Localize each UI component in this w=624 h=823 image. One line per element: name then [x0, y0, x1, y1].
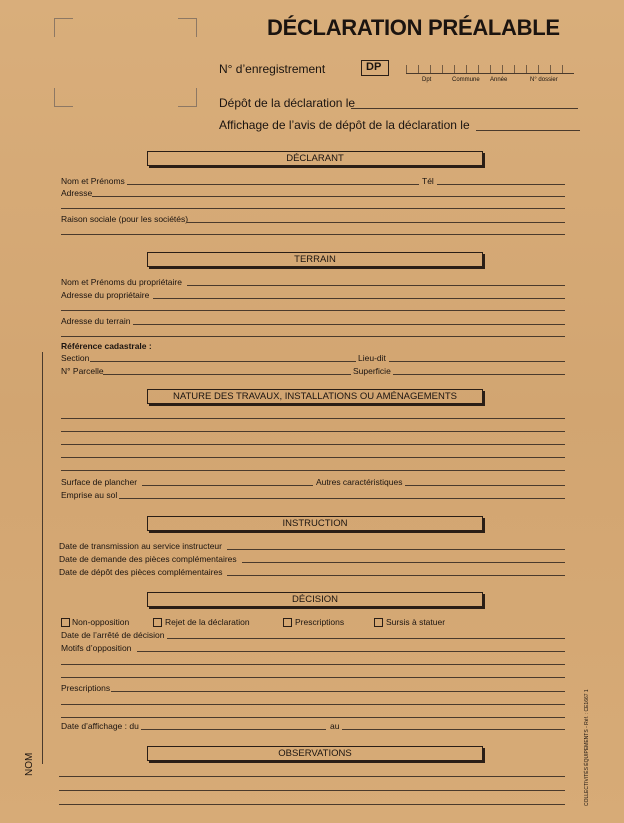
section-observations-title: OBSERVATIONS	[278, 748, 352, 759]
section-instruction	[147, 516, 483, 531]
registration-field[interactable]	[406, 73, 574, 74]
corner-mark	[54, 88, 73, 107]
nom-margin-line[interactable]	[42, 352, 43, 764]
option-non-opposition: Non-opposition	[72, 617, 130, 627]
section-declarant	[147, 151, 483, 166]
lieu-dit-label: Lieu-dit	[358, 353, 386, 363]
affichage-au-field[interactable]	[342, 729, 565, 730]
nature-line-1[interactable]	[61, 418, 565, 419]
option-sursis: Sursis à statuer	[386, 617, 446, 627]
section-observations	[147, 746, 483, 761]
depot-pieces-label: Date de dépôt des pièces complémentaires	[59, 567, 223, 577]
depot-label: Dépôt de la déclaration le	[219, 96, 356, 110]
surface-label: Surface de plancher	[61, 477, 138, 487]
nature-line-5[interactable]	[61, 470, 565, 471]
side-reference: COLLECTIVITÉS ÉQUIPEMENTS - Réf. : CE1667 1	[584, 689, 590, 806]
adresse-terrain-label: Adresse du terrain	[61, 316, 131, 326]
prescriptions-field-2[interactable]	[61, 704, 565, 705]
checkbox-rejet[interactable]	[153, 618, 162, 627]
checkbox-prescriptions[interactable]	[283, 618, 292, 627]
nom-proprio-label: Nom et Prénoms du propriétaire	[61, 277, 182, 287]
superficie-label: Superficie	[353, 366, 391, 376]
checkbox-non-opposition[interactable]	[61, 618, 70, 627]
transmission-label: Date de transmission au service instructeur	[59, 541, 222, 551]
tel-field[interactable]	[437, 184, 565, 185]
motifs-field-3[interactable]	[61, 677, 565, 678]
checkbox-sursis[interactable]	[374, 618, 383, 627]
adresse-label: Adresse	[61, 188, 93, 198]
adresse-proprio-field[interactable]	[153, 298, 565, 299]
section-nature-title: NATURE DES TRAVAUX, INSTALLATIONS OU AMÉNAGEMENTS	[173, 391, 457, 402]
autres-field[interactable]	[405, 485, 565, 486]
tel-label: Tél	[422, 176, 434, 186]
adresse-proprio-field-2[interactable]	[61, 310, 565, 311]
prescriptions-field[interactable]	[111, 691, 565, 692]
observations-line-2[interactable]	[59, 790, 565, 791]
nom-margin-label: NOM	[24, 752, 35, 776]
corner-mark	[178, 88, 197, 107]
lieu-dit-field[interactable]	[389, 361, 565, 362]
ref-cadastrale-label: Référence cadastrale :	[61, 341, 152, 351]
affichage-au-label: au	[330, 721, 340, 731]
section-decision	[147, 592, 483, 607]
prescriptions-label: Prescriptions	[61, 683, 111, 693]
adresse-proprio-label: Adresse du propriétaire	[61, 290, 150, 300]
parcelle-field[interactable]	[103, 374, 351, 375]
adresse-field[interactable]	[92, 196, 565, 197]
nature-line-3[interactable]	[61, 444, 565, 445]
adresse-field-2[interactable]	[61, 208, 565, 209]
adresse-terrain-field-2[interactable]	[61, 336, 565, 337]
observations-line-1[interactable]	[59, 776, 565, 777]
option-rejet: Rejet de la déclaration	[165, 617, 250, 627]
nature-line-4[interactable]	[61, 457, 565, 458]
autres-label: Autres caractéristiques	[316, 477, 403, 487]
superficie-field[interactable]	[393, 374, 565, 375]
section-terrain-title: TERRAIN	[294, 254, 336, 265]
motifs-field[interactable]	[137, 651, 565, 652]
section-terrain	[147, 252, 483, 267]
demande-label: Date de demande des pièces complémentaires	[59, 554, 237, 564]
depot-pieces-field[interactable]	[227, 575, 565, 576]
adresse-terrain-field[interactable]	[133, 324, 565, 325]
motifs-label: Motifs d’opposition	[61, 643, 132, 653]
surface-field[interactable]	[142, 485, 313, 486]
registration-ticks	[406, 65, 574, 73]
affichage-du-label: Date d’affichage : du	[61, 721, 139, 731]
reg-subfield-dossier: N° dossier	[530, 77, 558, 83]
raison-field-2[interactable]	[61, 234, 565, 235]
nom-field[interactable]	[127, 184, 419, 185]
raison-label: Raison sociale (pour les sociétés)	[61, 214, 189, 224]
section-field[interactable]	[90, 361, 356, 362]
nom-label: Nom et Prénoms	[61, 176, 125, 186]
corner-mark	[178, 18, 197, 37]
corner-mark	[54, 18, 73, 37]
section-declarant-title: DÉCLARANT	[286, 153, 344, 164]
observations-line-3[interactable]	[59, 804, 565, 805]
reg-subfield-commune: Commune	[452, 77, 480, 83]
arrete-field[interactable]	[167, 638, 565, 639]
reg-subfield-annee: Année	[490, 77, 508, 83]
dp-prefix: DP	[366, 61, 382, 73]
demande-field[interactable]	[242, 562, 565, 563]
section-decision-title: DÉCISION	[292, 594, 338, 605]
affichage-du-field[interactable]	[141, 729, 326, 730]
arrete-label: Date de l’arrêté de décision	[61, 630, 165, 640]
nom-proprio-field[interactable]	[187, 285, 565, 286]
page-title: DÉCLARATION PRÉALABLE	[267, 15, 560, 40]
section-nature	[147, 389, 483, 404]
emprise-field[interactable]	[119, 498, 565, 499]
motifs-field-2[interactable]	[61, 664, 565, 665]
emprise-label: Emprise au sol	[61, 490, 118, 500]
affichage-label: Affichage de l’avis de dépôt de la déclaration le	[219, 118, 470, 132]
parcelle-label: N° Parcelle	[61, 366, 104, 376]
transmission-field[interactable]	[227, 549, 565, 550]
affichage-field[interactable]	[476, 130, 580, 131]
nature-line-2[interactable]	[61, 431, 565, 432]
prescriptions-field-3[interactable]	[61, 717, 565, 718]
reg-subfield-dpt: Dpt	[422, 77, 432, 83]
depot-field[interactable]	[351, 108, 578, 109]
section-instruction-title: INSTRUCTION	[282, 518, 348, 529]
section-label: Section	[61, 353, 90, 363]
raison-field[interactable]	[187, 222, 565, 223]
option-prescriptions: Prescriptions	[295, 617, 345, 627]
registration-label: N° d’enregistrement	[219, 62, 326, 76]
